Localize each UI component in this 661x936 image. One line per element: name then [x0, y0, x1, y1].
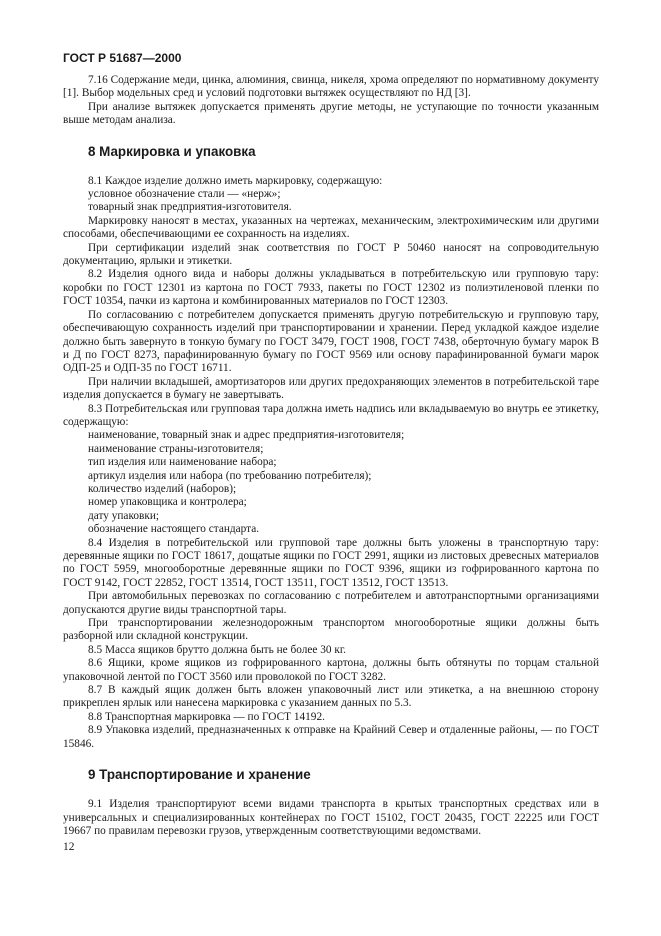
paragraph: Маркировку наносят в местах, указанных на чертежах, механическим, электрохимическим или другими способами, обеспечивающими ее сохранность на изделиях. [63, 214, 599, 241]
paragraph: 8.9 Упаковка изделий, предназначенных к отправке на Крайний Север и отдаленные районы, — по ГОСТ 15846. [63, 724, 599, 750]
list-item: наименование страны-изготовителя; [88, 442, 264, 455]
paragraph: 8.8 Транспортная маркировка — по ГОСТ 14192. [88, 710, 325, 723]
list-item: номер упаковщика и контролера; [88, 496, 247, 509]
section-heading: 9 Транспортирование и хранение [88, 767, 311, 783]
paragraph: 8.5 Масса ящиков брутто должна быть не более 30 кг. [88, 643, 347, 656]
paragraph: По согласованию с потребителем допускается применять другую потребительскую и групповую тару, обеспечивающую сохранность изделий при транспортировании и хранении. Перед укладкой каждое изделие должно быть завернуто в тонкую бумагу по ГОСТ 3479, ГОСТ 1908, ГОСТ 7438, оберточную бумагу марок В и Д по ГОСТ 8273, парафинированную бумагу по ГОСТ 9569 или основу парафинированной бумаги марок ОДП-25 и ОДП-35 по ГОСТ 16711. [63, 308, 599, 375]
standard-header: ГОСТ Р 51687—2000 [63, 51, 182, 65]
list-item: артикул изделия или набора (по требованию потребителя); [88, 469, 372, 482]
page-number: 12 [63, 841, 75, 853]
paragraph: При автомобильных перевозках по согласованию с потребителем и автотранспортными организациями допускаются другие виды транспортной тары. [63, 590, 599, 616]
list-item: условное обозначение стали — «нерж»; [88, 188, 281, 201]
list-item: количество изделий (наборов); [88, 482, 237, 495]
paragraph: 8.4 Изделия в потребительской или групповой таре должны быть уложены в транспортную тару: деревянные ящики по ГОСТ 18617, дощатые ящики по ГОСТ 2991, ящики из листовых древесных материалов по ГОСТ 5959, многооборотные деревянные ящики по ГОСТ 9396, ящики из гофрированного картона по ГОСТ 9142, ГОСТ 22852, ГОСТ 13514, ГОСТ 13511, ГОСТ 13512, ГОСТ 13513. [63, 536, 599, 589]
list-item: дату упаковки; [88, 509, 160, 522]
list-item: тип изделия или наименование набора; [88, 456, 277, 469]
list-item: обозначение настоящего стандарта. [88, 523, 260, 536]
paragraph: 7.16 Содержание меди, цинка, алюминия, свинца, никеля, хрома определяют по нормативному документу [1]. Выбор модельных сред и условий подготовки вытяжек осуществляют по НД [3]. [63, 74, 599, 100]
paragraph: 8.7 В каждый ящик должен быть вложен упаковочный лист или этикетка, а на внешнюю сторону прикреплен ярлык или нанесена маркировка с указанием данных по 5.3. [63, 684, 599, 710]
paragraph: 9.1 Изделия транспортируют всеми видами транспорта в крытых транспортных средствах или в универсальных и специализированных контейнерах по ГОСТ 15102, ГОСТ 20435, ГОСТ 22225 или ГОСТ 19667 по правилам перевозки грузов, утвержденным соответствующими ведомствами. [63, 798, 599, 837]
list-item: наименование, товарный знак и адрес предприятия-изготовителя; [88, 429, 405, 442]
paragraph: При транспортировании железнодорожным транспортом многооборотные ящики должны быть разборной или складной конструкции. [63, 617, 599, 643]
paragraph: 8.1 Каждое изделие должно иметь маркировку, содержащую: [88, 174, 383, 187]
paragraph: При анализе вытяжек допускается применять другие методы, не уступающие по точности указанным выше методам анализа. [63, 100, 599, 127]
paragraph: 8.6 Ящики, кроме ящиков из гофрированного картона, должны быть обтянуты по торцам стальной упаковочной лентой по ГОСТ 3560 или проволокой по ГОСТ 3282. [63, 657, 599, 683]
paragraph: 8.3 Потребительская или групповая тара должна иметь надпись или вкладываемую во внутрь ее этикетку, содержащую: [63, 402, 599, 428]
section-heading: 8 Маркировка и упаковка [88, 143, 256, 159]
paragraph: При сертификации изделий знак соответствия по ГОСТ Р 50460 наносят на сопроводительную документацию, ярлыки и этикетки. [63, 241, 599, 268]
document-body [63, 74, 599, 838]
paragraph: При наличии вкладышей, амортизаторов или других предохраняющих элементов в потребительской таре изделия допускается в бумагу не завертывать. [63, 375, 599, 402]
list-item: товарный знак предприятия-изготовителя. [88, 201, 292, 214]
paragraph: 8.2 Изделия одного вида и наборы должны укладываться в потребительскую или групповую тару: коробки по ГОСТ 12301 из картона по ГОСТ 7933, пакеты по ГОСТ 12302 из полиэтиленовой пленки по ГОСТ 10354, пачки из картона и комбинированных материалов по ГОСТ 12303. [63, 268, 599, 308]
